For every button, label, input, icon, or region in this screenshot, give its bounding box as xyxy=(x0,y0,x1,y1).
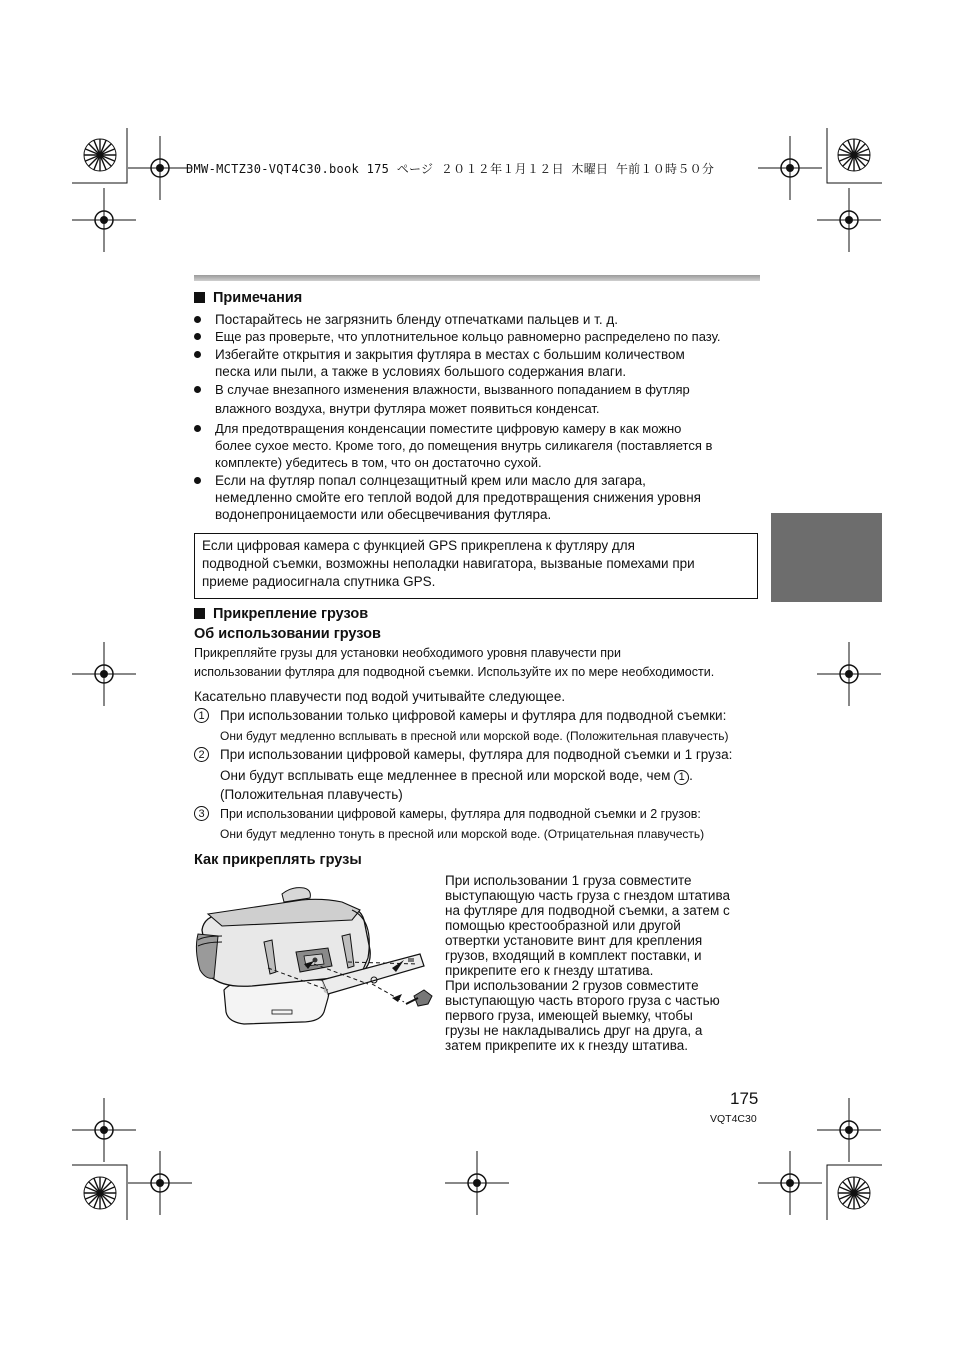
page-number: 175 xyxy=(730,1089,759,1108)
weights-title: Прикрепление грузов xyxy=(213,606,369,622)
circled-number: 2 xyxy=(194,747,209,762)
weights-subtitle: Об использовании грузов xyxy=(194,626,381,642)
bullet-icon xyxy=(194,425,201,432)
buoyancy-item-detail: (Положительная плавучесть) xyxy=(220,787,403,802)
buoyancy-item-detail: Они будут медленно всплывать в пресной или морской воде. (Положительная плавучесть) xyxy=(220,729,729,743)
weights-consider: Касательно плавучести под водой учитывайте следующее. xyxy=(194,689,566,704)
weights-intro-line: Прикрепляйте грузы для установки необходимого уровня плавучести при xyxy=(194,646,621,660)
bullet-icon xyxy=(194,333,201,340)
square-bullet-icon xyxy=(194,292,205,303)
section-rule xyxy=(194,275,760,281)
circled-number: 1 xyxy=(674,770,689,785)
notes-heading xyxy=(194,290,302,306)
circled-number: 1 xyxy=(194,708,209,723)
buoyancy-item-detail: Они будут медленно тонуть в пресной или морской воде. (Отрицательная плавучесть) xyxy=(220,827,705,841)
bullet-icon xyxy=(194,316,201,323)
buoyancy-item: 1 При использовании только цифровой камеры и футляра для подводной съемки: xyxy=(194,707,764,725)
buoyancy-item: 2 При использовании цифровой камеры, футляра для подводной съемки и 1 груза: xyxy=(194,746,764,764)
circled-number: 3 xyxy=(194,806,209,821)
chapter-tab xyxy=(771,513,882,602)
weights-intro-line: использовании футляра для подводной съемки. Используйте их по мере необходимости. xyxy=(194,665,715,679)
gps-warning-box: Если цифровая камера с функцией GPS прикреплена к футляру для подводной съемки, возможны неполадки навигатора, вызваные помехами при приеме радиосигнала спутника GPS. xyxy=(194,533,758,599)
howto-heading: Как прикреплять грузы xyxy=(194,852,362,868)
bullet-icon xyxy=(194,351,201,358)
howto-text: При использовании 1 груза совместите выступающую часть груза с гнездом штатива на футляре для подводной съемки, а затем с помощью крестообразной или другой отвертки установите винт для крепления грузов, входящий в комплект поставки, и прикрепите его к гнезду штатива. При использовании 2 грузов совместите выступающую часть второго груза с частью первого груза, имеющей выемку, чтобы грузы не накладывались друг на друга, а затем прикрепите их к гнезду штатива. xyxy=(445,873,731,1053)
notes-title: Примечания xyxy=(213,290,303,306)
bullet-icon xyxy=(194,477,201,484)
book-header: DMW-MCTZ30-VQT4C30.book 175 ページ ２０１２年１月１２日 木曜日 午前１０時５０分 xyxy=(186,162,715,176)
square-bullet-icon xyxy=(194,608,205,619)
bullet-icon xyxy=(194,386,201,393)
model-code: VQT4C30 xyxy=(710,1113,757,1125)
weights-heading xyxy=(194,606,368,622)
buoyancy-item-detail: Они будут всплывать еще медленнее в пресной или морской воде, чем 1 . xyxy=(220,768,693,783)
housing-weight-illustration xyxy=(192,880,444,1030)
buoyancy-item: 3 При использовании цифровой камеры, футляра для подводной съемки и 2 грузов: xyxy=(194,805,764,823)
